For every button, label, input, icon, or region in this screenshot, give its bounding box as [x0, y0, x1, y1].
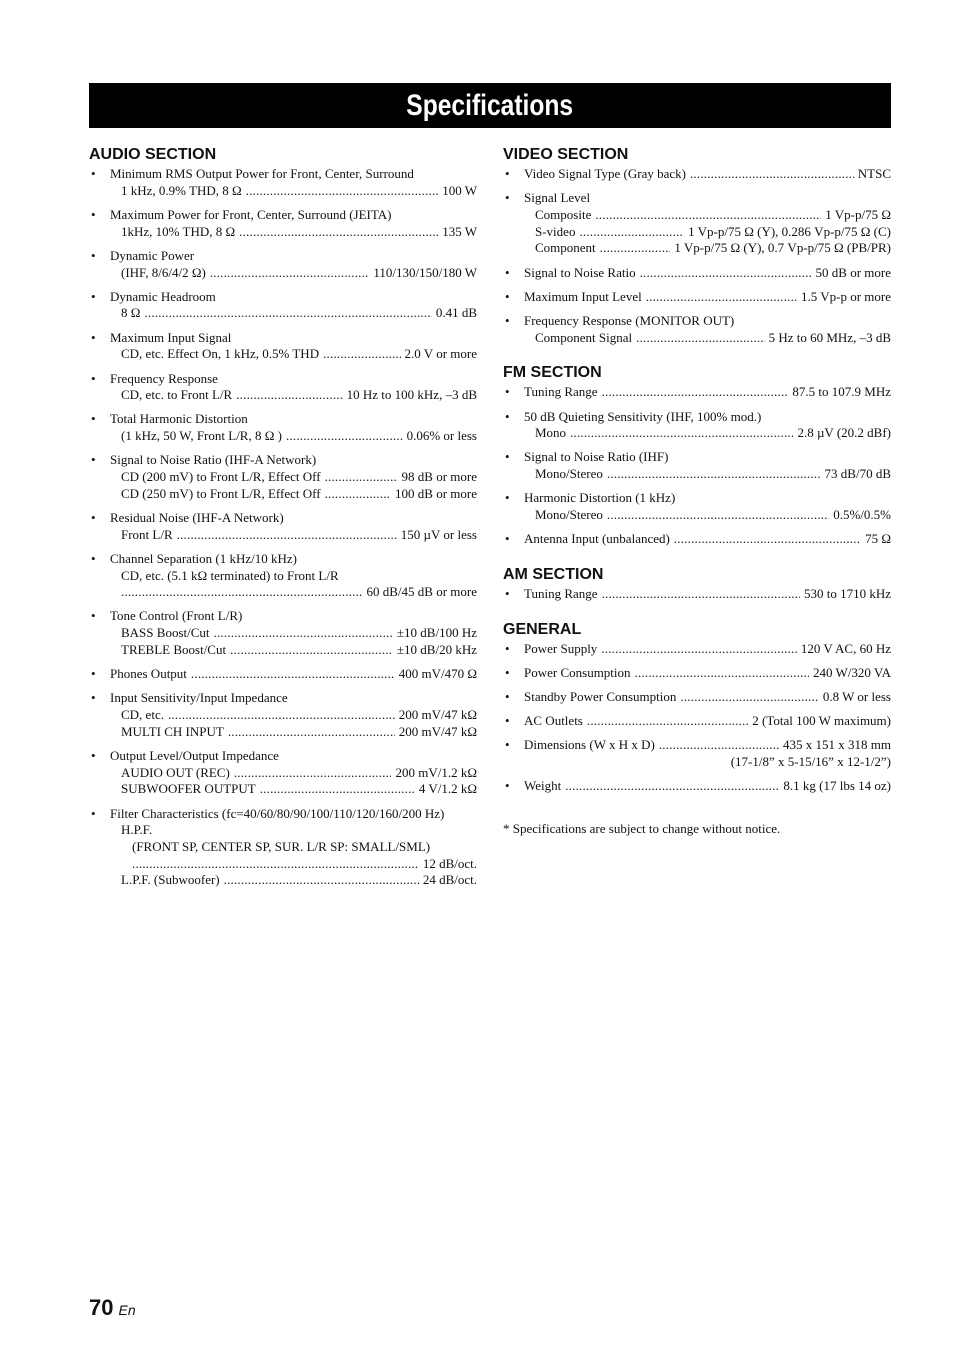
spec-item [89, 411, 477, 444]
spec-label: Signal to Noise Ratio (IHF) [524, 449, 669, 465]
bullet: • [505, 737, 510, 753]
spec-item [503, 490, 891, 523]
leader-dots [224, 872, 419, 889]
spec-item [89, 248, 477, 281]
bullet: • [505, 288, 510, 304]
spec-row [524, 466, 891, 483]
spec-row-label: Dimensions (W x H x D) [524, 737, 655, 753]
spec-item [503, 265, 891, 282]
spec-value: ±10 dB/100 Hz [396, 625, 477, 641]
spec-item [503, 737, 891, 770]
spec-item [89, 608, 477, 658]
spec-row [524, 586, 891, 603]
spec-row-label: Signal to Noise Ratio [524, 264, 636, 280]
spec-item [503, 289, 891, 306]
spec-label: Tone Control (Front L/R) [110, 608, 243, 624]
spec-value-extra: (17-1/8” x 5-15/16” x 12-1/2”) [730, 754, 891, 770]
spec-value: 150 µV or less [400, 526, 477, 542]
bullet: • [91, 166, 96, 181]
spec-row [110, 625, 477, 642]
spec-label: Maximum Power for Front, Center, Surround (JEITA) [110, 206, 392, 222]
spec-row-label: 1kHz, 10% THD, 8 Ω [121, 223, 236, 239]
spec-item [89, 289, 477, 322]
leader-dots [191, 666, 395, 683]
spec-row-label: Phones Output [110, 666, 187, 682]
bullet: • [505, 384, 510, 400]
general-spec-list [503, 641, 891, 795]
spec-row [110, 387, 477, 404]
bullet: • [91, 247, 96, 263]
leader-dots [234, 765, 392, 782]
spec-label: Channel Separation (1 kHz/10 kHz) [110, 550, 298, 566]
leader-dots [210, 265, 370, 282]
spec-row-label: Component [535, 240, 596, 256]
spec-row-label: CD (200 mV) to Front L/R, Effect Off [121, 469, 321, 485]
spec-value: 110/130/150/180 W [373, 264, 477, 280]
spec-row-label: Tuning Range [524, 585, 598, 601]
leader-dots [570, 425, 793, 442]
spec-label: Harmonic Distortion (1 kHz) [524, 490, 676, 506]
leader-dots [601, 641, 797, 658]
spec-row [110, 707, 477, 724]
spec-row-label: Power Supply [524, 640, 598, 656]
spec-row [524, 507, 891, 524]
leader-dots [260, 781, 415, 798]
spec-row-label: 8 Ω [121, 305, 141, 321]
leader-dots [239, 224, 438, 241]
leader-dots [144, 305, 431, 322]
bullet: • [505, 585, 510, 601]
spec-value: 200 mV/1.2 kΩ [395, 764, 477, 780]
leader-dots [680, 689, 818, 706]
spec-value: 60 dB/45 dB or more [366, 584, 477, 600]
leader-dots [640, 265, 812, 282]
spec-label: Frequency Response [110, 370, 218, 386]
spec-value: 1 Vp-p/75 Ω [825, 206, 891, 222]
spec-row [524, 240, 891, 257]
spec-row-label: SUBWOOFER OUTPUT [121, 781, 256, 797]
spec-row [110, 872, 477, 889]
spec-row-label: (1 kHz, 50 W, Front L/R, 8 Ω ) [121, 428, 282, 444]
spec-row [110, 666, 477, 683]
spec-label: Maximum Input Signal [110, 329, 232, 345]
spec-value: 1 Vp-p/75 Ω (Y), 0.7 Vp-p/75 Ω (PB/PR) [674, 240, 891, 256]
spec-row-label: Power Consumption [524, 664, 631, 680]
spec-row [110, 724, 477, 741]
leader-dots [600, 240, 671, 257]
audio-section-heading: AUDIO SECTION [89, 146, 217, 163]
spec-row-label: Antenna Input (unbalanced) [524, 531, 670, 547]
spec-label: Residual Noise (IHF-A Network) [110, 509, 284, 525]
spec-item [503, 313, 891, 346]
leader-dots [325, 469, 398, 486]
video-spec-list [503, 166, 891, 346]
spec-value: 10 Hz to 100 kHz, –3 dB [346, 387, 477, 403]
leader-dots [325, 486, 391, 503]
spec-value: 435 x 151 x 318 mm [783, 737, 891, 753]
spec-row-label: CD (250 mV) to Front L/R, Effect Off [121, 485, 321, 501]
page-footer [89, 1295, 136, 1321]
leader-dots [132, 856, 419, 873]
leader-dots [579, 224, 684, 241]
leader-dots [565, 778, 779, 795]
spec-value: 5 Hz to 60 MHz, –3 dB [768, 329, 891, 345]
audio-spec-list [89, 166, 477, 798]
spec-value: 24 dB/oct. [422, 872, 477, 888]
spec-item [89, 207, 477, 240]
leader-dots [246, 183, 439, 200]
leader-dots [595, 207, 821, 224]
leader-dots [659, 737, 779, 754]
spec-row-label: CD, etc. to Front L/R [121, 387, 233, 403]
spec-row [524, 689, 891, 706]
spec-value: ±10 dB/20 kHz [396, 641, 477, 657]
spec-value: 8.1 kg (17 lbs 14 oz) [783, 778, 891, 794]
spec-value: 73 dB/70 dB [824, 466, 891, 482]
spec-value: NTSC [857, 166, 891, 181]
spec-row-label: Maximum Input Level [524, 288, 642, 304]
spec-row-label: CD, etc. Effect On, 1 kHz, 0.5% THD [121, 346, 320, 362]
spec-value: 0.41 dB [435, 305, 477, 321]
spec-label: Dynamic Power [110, 247, 195, 263]
spec-row-label: (IHF, 8/6/4/2 Ω) [121, 264, 206, 280]
spec-sublabel: CD, etc. (5.1 kΩ terminated) to Front L/R [121, 567, 339, 583]
leader-dots [236, 387, 342, 404]
spec-row-label: AC Outlets [524, 713, 583, 729]
spec-row-label: Front L/R [121, 526, 173, 542]
leader-dots [636, 330, 764, 347]
spec-value: 98 dB or more [401, 469, 477, 485]
bullet: • [505, 778, 510, 794]
spec-row [110, 781, 477, 798]
spec-value: 2.8 µV (20.2 dBf) [797, 425, 891, 441]
spec-row-label: AUDIO OUT (REC) [121, 764, 230, 780]
spec-value: 200 mV/47 kΩ [398, 706, 477, 722]
bullet: • [505, 408, 510, 424]
bullet: • [505, 190, 510, 206]
am-section-heading: AM SECTION [503, 565, 604, 583]
spec-label: Total Harmonic Distortion [110, 411, 248, 427]
spec-item [503, 409, 891, 442]
spec-row-label: Tuning Range [524, 384, 598, 400]
spec-row-label: Mono/Stereo [535, 466, 603, 482]
spec-value: 1.5 Vp-p or more [800, 288, 891, 304]
spec-value: 120 V AC, 60 Hz [800, 640, 891, 656]
left-column [89, 146, 477, 897]
bullet: • [505, 664, 510, 680]
spec-row-label: L.P.F. (Subwoofer) [121, 872, 220, 888]
spec-row [524, 665, 891, 682]
leader-dots [674, 531, 861, 548]
video-section-heading: VIDEO SECTION [503, 146, 629, 163]
spec-item [503, 586, 891, 603]
spec-row-label: Component Signal [535, 329, 633, 345]
spec-value: 0.5%/0.5% [833, 507, 891, 523]
spec-row-label: Mono/Stereo [535, 507, 603, 523]
spec-value: 100 W [442, 182, 477, 198]
bullet: • [91, 329, 96, 345]
spec-row-label: MULTI CH INPUT [121, 723, 224, 739]
page-language: En [118, 1302, 136, 1318]
spec-item [503, 384, 891, 401]
spec-row [110, 469, 477, 486]
spec-sublabel-hpf-detail: (FRONT SP, CENTER SP, SUR. L/R SP: SMALL/SML) [132, 838, 431, 854]
spec-label: Input Sensitivity/Input Impedance [110, 690, 288, 706]
spec-value: 530 to 1710 kHz [803, 585, 891, 601]
bullet: • [91, 452, 96, 468]
spec-item [89, 666, 477, 683]
spec-label: Frequency Response (MONITOR OUT) [524, 312, 735, 328]
leader-dots [228, 724, 395, 741]
spec-item [89, 452, 477, 502]
spec-row-label: CD, etc. [121, 706, 164, 722]
bullet: • [91, 747, 96, 763]
spec-value: 1 Vp-p/75 Ω (Y), 0.286 Vp-p/75 Ω (C) [688, 223, 891, 239]
leader-dots [635, 665, 809, 682]
bullet: • [91, 370, 96, 386]
leader-dots [587, 713, 748, 730]
leader-dots [214, 625, 393, 642]
spec-item [503, 641, 891, 658]
spec-item [89, 690, 477, 740]
spec-row-label: 1 kHz, 0.9% THD, 8 Ω [121, 182, 242, 198]
spec-label: Dynamic Headroom [110, 288, 216, 304]
leader-dots [602, 586, 800, 603]
bullet: • [505, 264, 510, 280]
spec-item [89, 166, 477, 199]
am-spec-list [503, 586, 891, 603]
spec-value: 4 V/1.2 kΩ [418, 781, 477, 797]
bullet: • [505, 713, 510, 729]
spec-label: Output Level/Output Impedance [110, 747, 279, 763]
title-bar [89, 83, 891, 128]
spec-value: 400 mV/470 Ω [398, 666, 477, 682]
spec-label: Minimum RMS Output Power for Front, Center, Surround [110, 166, 414, 181]
leader-dots [690, 166, 854, 183]
spec-row [110, 584, 477, 601]
spec-row [110, 265, 477, 282]
leader-dots [230, 642, 393, 659]
page-number: 70 [89, 1295, 114, 1320]
spec-value: 87.5 to 107.9 MHz [792, 384, 891, 400]
leader-dots [168, 707, 395, 724]
spec-row-label: Standby Power Consumption [524, 689, 677, 705]
spec-row [110, 765, 477, 782]
spec-row [110, 305, 477, 322]
spec-value: 2.0 V or more [404, 346, 477, 362]
leader-dots [323, 346, 400, 363]
spec-item [503, 531, 891, 548]
spec-item [503, 778, 891, 795]
spec-row [110, 346, 477, 363]
spec-row-label: TREBLE Boost/Cut [121, 641, 227, 657]
spec-value: 240 W/320 VA [812, 664, 891, 680]
bullet: • [91, 206, 96, 222]
spec-value: 0.8 W or less [822, 689, 891, 705]
spec-row [524, 265, 891, 282]
spec-item [503, 190, 891, 257]
spec-row [524, 641, 891, 658]
spec-item [89, 510, 477, 543]
spec-item [503, 713, 891, 730]
bullet: • [91, 690, 96, 706]
leader-dots [177, 527, 397, 544]
spec-row [524, 737, 891, 754]
bullet: • [91, 288, 96, 304]
spec-row-label: S-video [535, 223, 576, 239]
spec-row [524, 224, 891, 241]
bullet: • [91, 411, 96, 427]
spec-value: 100 dB or more [395, 485, 477, 501]
fm-section-heading: FM SECTION [503, 364, 602, 382]
spec-label: Signal Level [524, 190, 591, 206]
spec-item [89, 551, 477, 601]
bullet: • [505, 531, 510, 547]
spec-row [110, 527, 477, 544]
spec-label: Signal to Noise Ratio (IHF-A Network) [110, 452, 317, 468]
general-section-heading: GENERAL [503, 620, 582, 638]
spec-value: 50 dB or more [815, 264, 891, 280]
spec-row-label: Mono [535, 425, 567, 441]
spec-row-label: Video Signal Type (Gray back) [524, 166, 686, 181]
spec-row [110, 428, 477, 445]
bullet: • [91, 805, 96, 821]
page-title: Specifications [406, 88, 574, 122]
spec-row [524, 207, 891, 224]
spec-label: 50 dB Quieting Sensitivity (IHF, 100% mod.) [524, 408, 762, 424]
spec-value: 2 (Total 100 W maximum) [752, 713, 891, 729]
spec-row [524, 713, 891, 730]
fm-spec-list [503, 384, 891, 548]
spec-row [110, 642, 477, 659]
spec-row [524, 330, 891, 347]
spec-item [503, 665, 891, 682]
spec-row [110, 856, 477, 873]
spec-row [524, 531, 891, 548]
spec-item [89, 748, 477, 798]
spec-value: 12 dB/oct. [422, 855, 477, 871]
bullet: • [91, 608, 96, 624]
bullet: • [91, 509, 96, 525]
bullet: • [505, 490, 510, 506]
footnote: * Specifications are subject to change without notice. [503, 821, 781, 837]
leader-dots [286, 428, 403, 445]
spec-item [503, 449, 891, 482]
spec-value: 200 mV/47 kΩ [398, 723, 477, 739]
spec-sublabel-hpf: H.P.F. [121, 822, 153, 838]
right-column [503, 146, 891, 837]
spec-row [524, 778, 891, 795]
spec-item [503, 166, 891, 183]
bullet: • [505, 449, 510, 465]
bullet: • [505, 689, 510, 705]
spec-item [89, 330, 477, 363]
spec-row [110, 183, 477, 200]
spec-value: 135 W [442, 223, 477, 239]
spec-row [110, 224, 477, 241]
spec-item [503, 689, 891, 706]
spec-row [110, 486, 477, 503]
spec-row [524, 384, 891, 401]
bullet: • [91, 666, 96, 682]
leader-dots [607, 507, 829, 524]
spec-value: 75 Ω [865, 531, 891, 547]
spec-row [524, 289, 891, 306]
spec-row [524, 166, 891, 183]
leader-dots [607, 466, 821, 483]
leader-dots [602, 384, 789, 401]
spec-label: Filter Characteristics (fc=40/60/80/90/100/110/120/160/200 Hz) [110, 805, 445, 821]
spec-item [89, 371, 477, 404]
bullet: • [505, 312, 510, 328]
bullet: • [505, 640, 510, 656]
spec-row [524, 425, 891, 442]
spec-row-label: Weight [524, 778, 562, 794]
bullet: • [505, 166, 510, 181]
bullet: • [91, 550, 96, 566]
spec-row-label: BASS Boost/Cut [121, 625, 210, 641]
spec-row-label: Composite [535, 206, 592, 222]
leader-dots [646, 289, 797, 306]
leader-dots [121, 584, 363, 601]
spec-value: 0.06% or less [406, 428, 477, 444]
spec-item-filter [89, 806, 477, 890]
